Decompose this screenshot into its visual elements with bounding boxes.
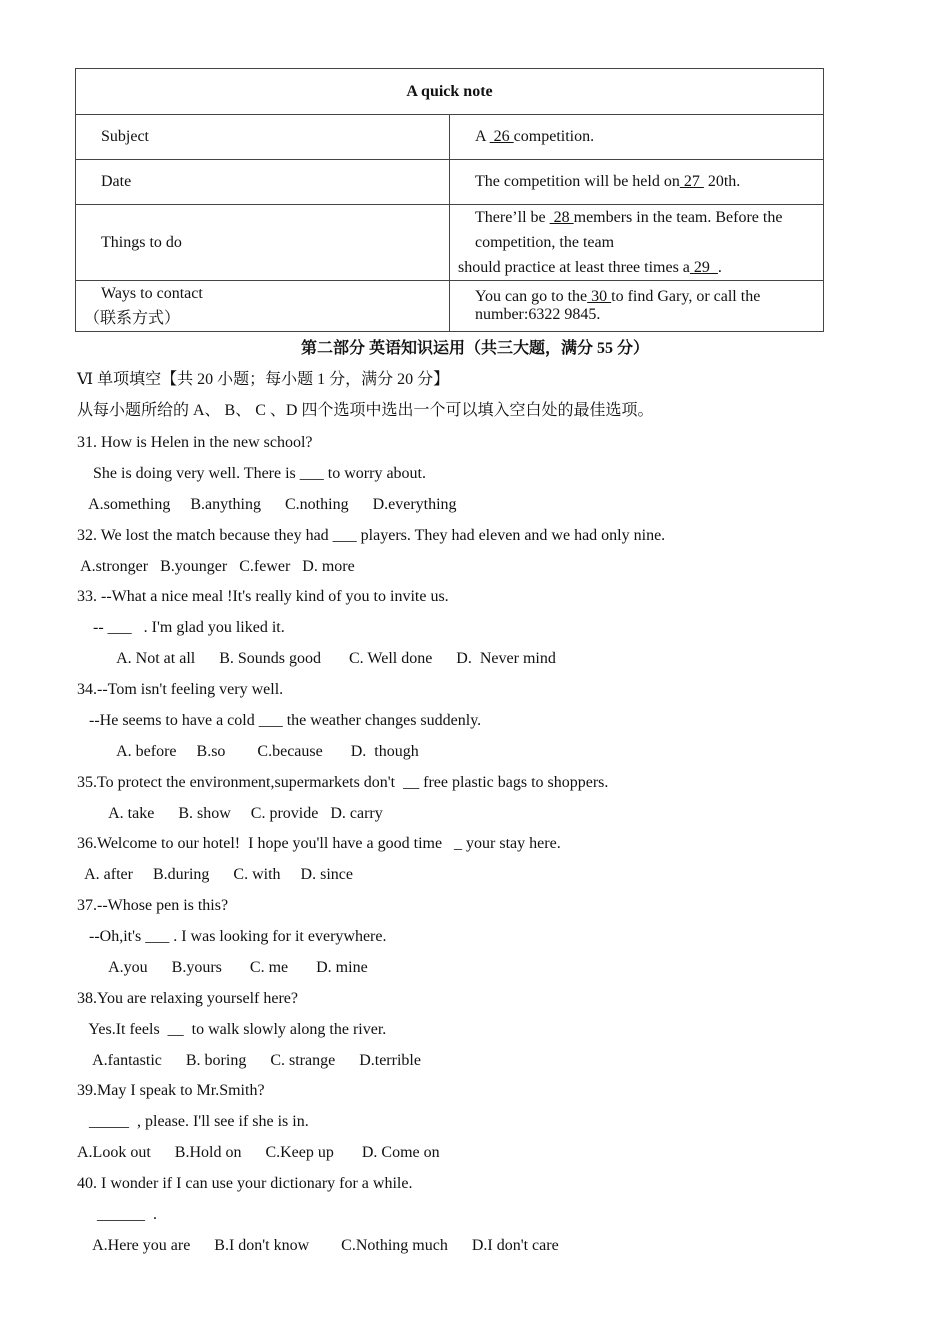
q37-line2: --Oh,it's ___ . I was looking for it everywhere. (77, 928, 387, 945)
q34-line2: --He seems to have a cold ___ the weather changes suddenly. (77, 712, 482, 729)
q37-stem: 37.--Whose pen is this? (77, 897, 229, 914)
q38-line2: Yes.It feels __ to walk slowly along the river. (77, 1021, 387, 1038)
q32-stem: 32. We lost the match because they had ___ players. They had eleven and we had only nine. (77, 527, 666, 544)
q38-options: A.fantastic B. boring C. strange D.terrible (77, 1052, 421, 1069)
q33-stem: 33. --What a nice meal !It's really kind of you to invite us. (77, 588, 449, 605)
q31-options: A.something B.anything C.nothing D.everything (77, 496, 457, 513)
q39-options: A.Look out B.Hold on C.Keep up D. Come on (77, 1144, 440, 1161)
note-label-subject: Subject (101, 128, 149, 145)
note-row-date (76, 160, 824, 205)
note-label-date: Date (101, 173, 132, 190)
part-title: Ⅵ 单项填空【共 20 小题；每小题 1 分，满分 20 分】 (77, 371, 450, 388)
blank-29: 29 (689, 259, 718, 276)
blank-30: 30 (587, 288, 612, 305)
q36-options: A. after B.during C. with D. since (77, 866, 353, 883)
q31-line2: She is doing very well. There is ___ to worry about. (77, 465, 426, 482)
note-value-date: The competition will be held on 27 20th. (475, 173, 741, 190)
q40-line2: ______ . (77, 1206, 157, 1223)
note-value-subject: A 26 competition. (475, 128, 595, 145)
note-value-contact: You can go to the 30 to find Gary, or call the number:6322 9845. (475, 288, 761, 323)
q33-options: A. Not at all B. Sounds good C. Well done D. Never mind (77, 650, 556, 667)
note-title: A quick note (76, 69, 824, 115)
blank-27: 27 (679, 173, 704, 190)
q40-stem: 40. I wonder if I can use your dictionary for a while. (77, 1175, 413, 1192)
quick-note-table (75, 68, 824, 332)
q31-stem: 31. How is Helen in the new school? (77, 434, 313, 451)
q35-options: A. take B. show C. provide D. carry (77, 805, 383, 822)
q32-options: A.stronger B.younger C.fewer D. more (77, 558, 355, 575)
q36-stem: 36.Welcome to our hotel! I hope you'll have a good time _ your stay here. (77, 835, 561, 852)
note-label-things: Things to do (101, 233, 182, 251)
note-label-contact: Ways to contact （联系方式） (84, 285, 203, 327)
q34-stem: 34.--Tom isn't feeling very well. (77, 681, 284, 698)
note-value-things: There’ll be 28 members in the team. Before the competition, the team should practice at least three times a 29 . (458, 209, 783, 276)
instruction: 从每小题所给的 A、 B、 C 、D 四个选项中选出一个可以填入空白处的最佳选项。 (77, 402, 654, 419)
q34-options: A. before B.so C.because D. though (77, 743, 419, 760)
section-heading: 第二部分 英语知识运用（共三大题，满分 55 分） (300, 340, 649, 357)
q40-options: A.Here you are B.I don't know C.Nothing much D.I don't care (77, 1237, 559, 1254)
q35-stem: 35.To protect the environment,supermarkets don't __ free plastic bags to shoppers. (77, 774, 609, 791)
q37-options: A.you B.yours C. me D. mine (77, 959, 368, 976)
q39-line2: _____ , please. I'll see if she is in. (77, 1113, 309, 1130)
note-row-contact (76, 281, 824, 332)
note-row-things (76, 205, 824, 281)
note-row-subject (76, 115, 824, 160)
q33-line2: -- ___ . I'm glad you liked it. (77, 619, 285, 636)
blank-28: 28 (549, 209, 574, 226)
blank-26: 26 (489, 128, 514, 145)
q39-stem: 39.May I speak to Mr.Smith? (77, 1082, 265, 1099)
q38-stem: 38.You are relaxing yourself here? (77, 990, 298, 1007)
